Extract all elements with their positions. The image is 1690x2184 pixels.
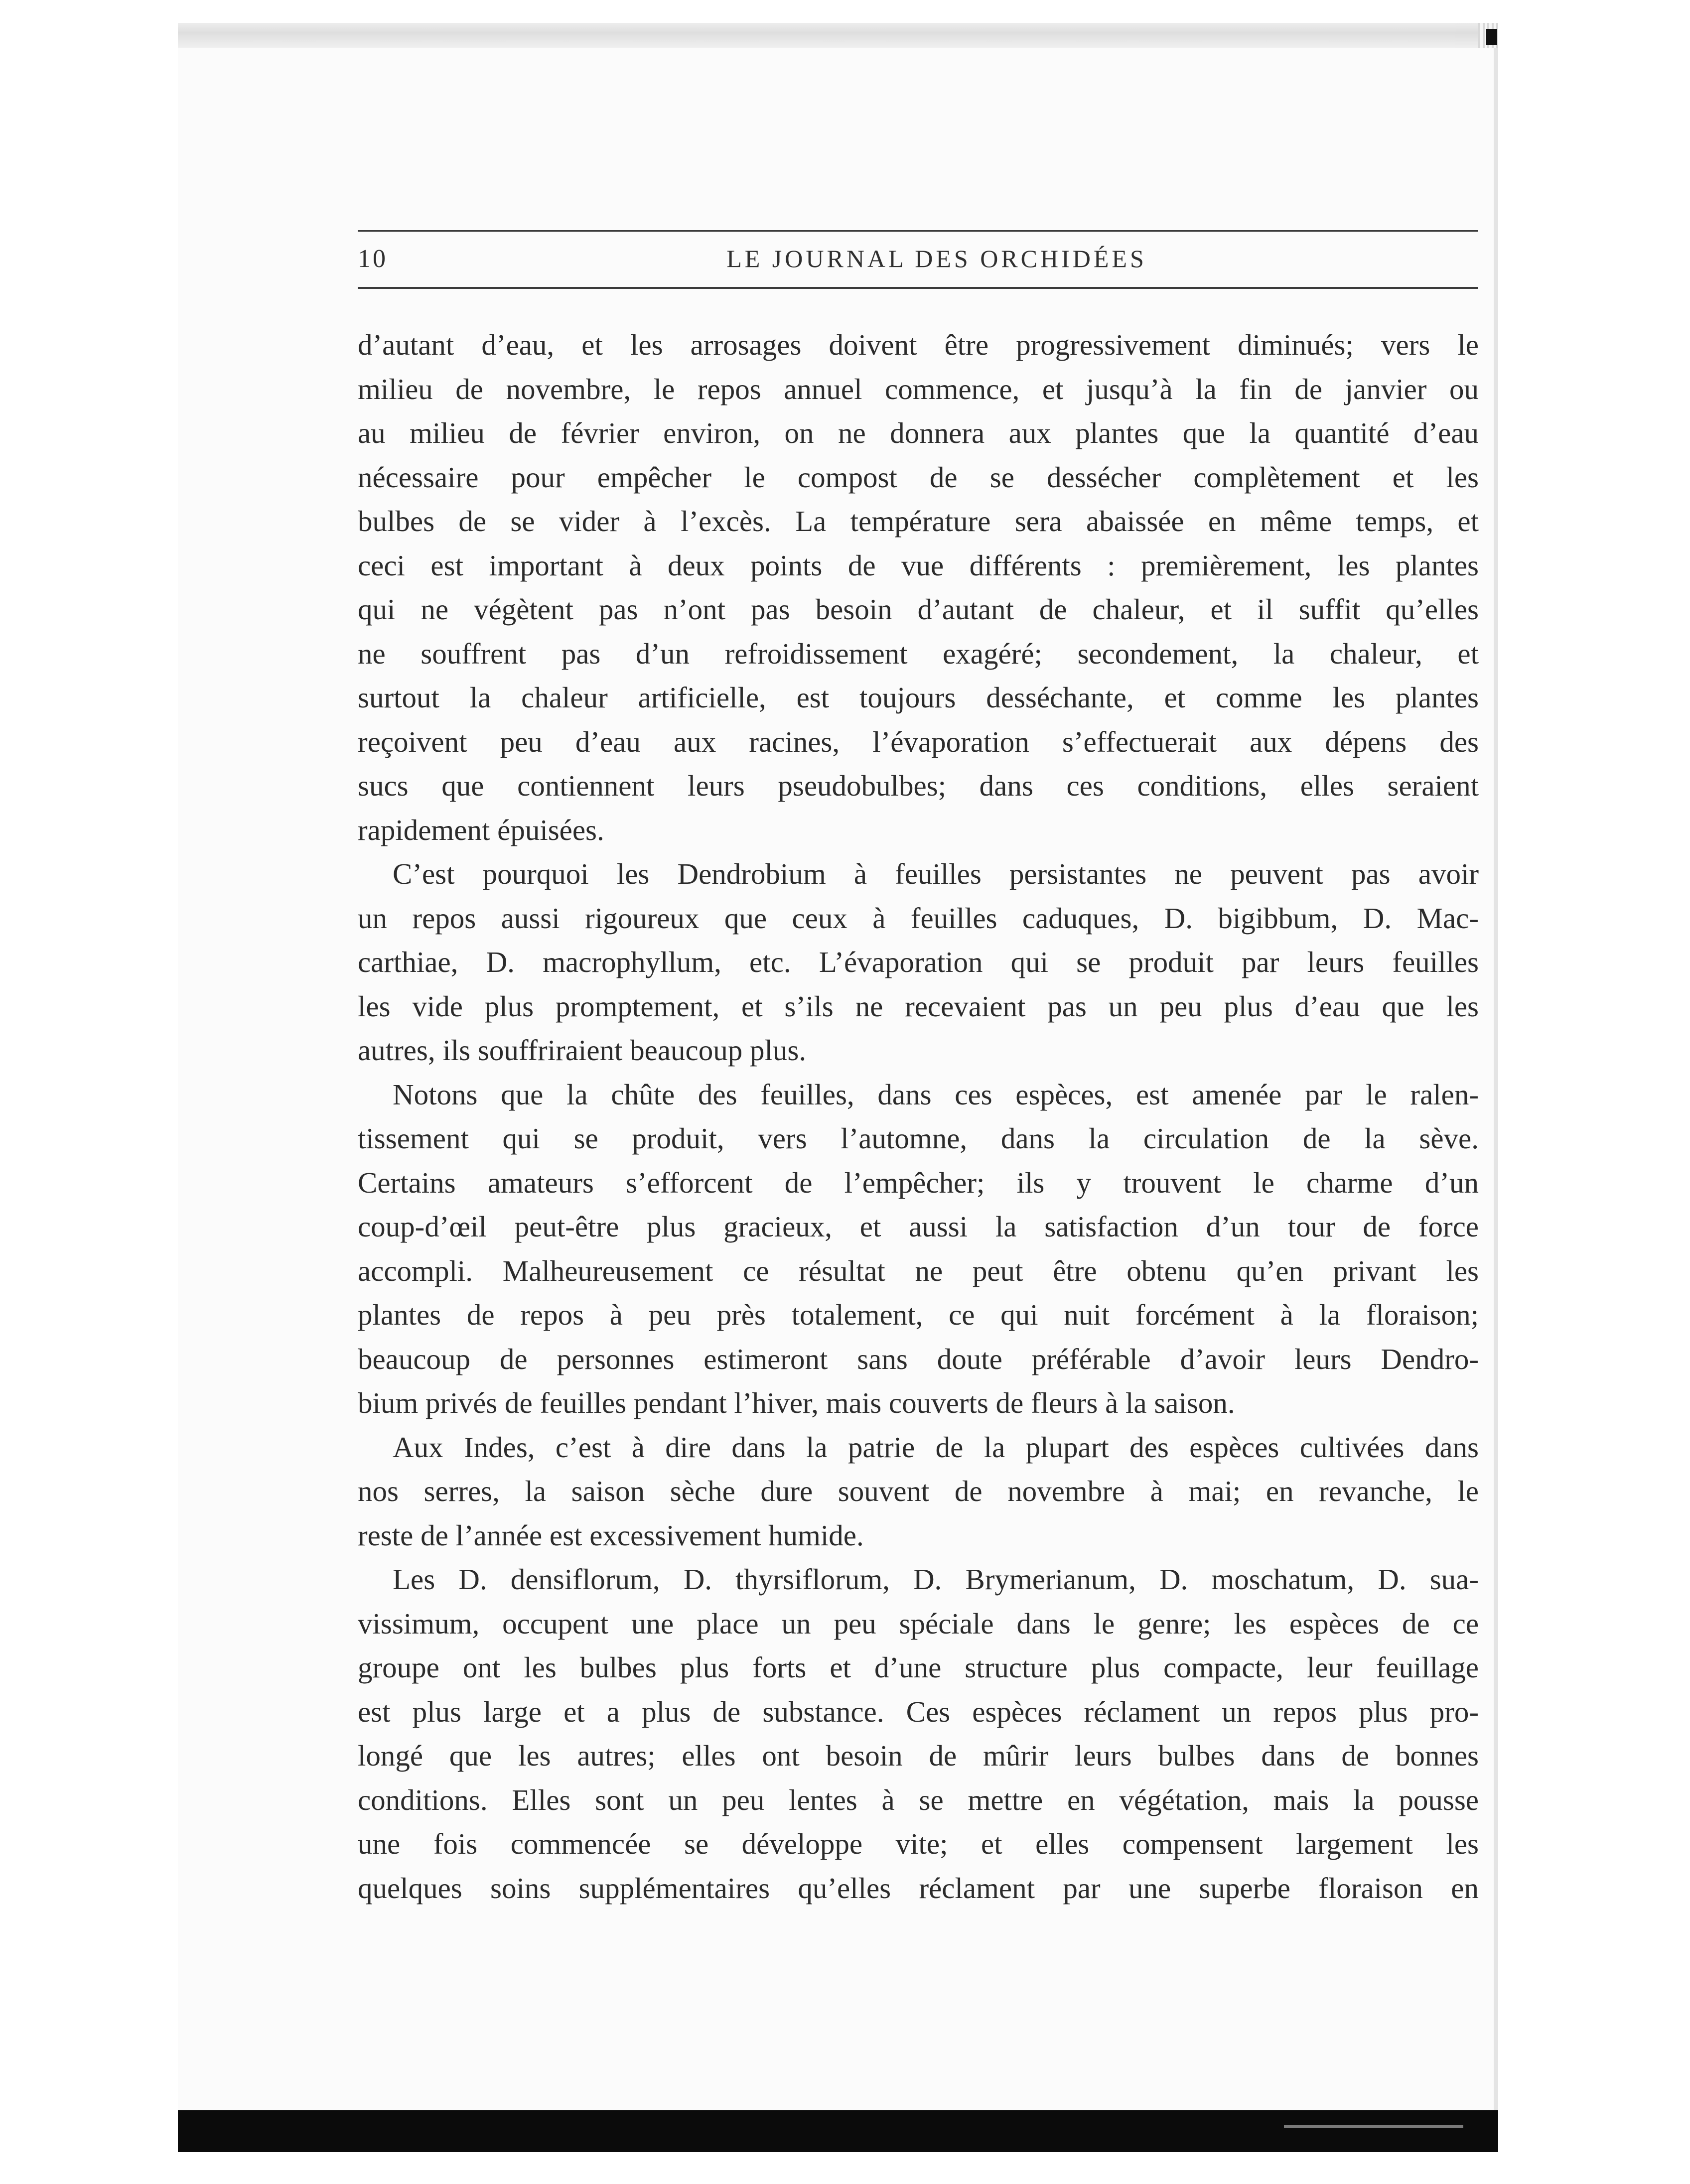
scan-bottom-band — [178, 2110, 1498, 2152]
text-line: groupe ont les bulbes plus forts et d’une structure plus compacte, leur feuillage — [358, 1651, 1479, 1684]
text-line: surtout la chaleur artificielle, est toujours desséchante, et comme les plantes — [358, 681, 1479, 714]
running-title: LE JOURNAL DES ORCHIDÉES — [726, 245, 1147, 273]
text-line: ceci est important à deux points de vue différents : premièrement, les plantes — [358, 548, 1479, 582]
text-line: bium privés de feuilles pendant l’hiver, mais couverts de fleurs à la saison. — [358, 1386, 1235, 1419]
text-line: d’autant d’eau, et les arrosages doivent être progressivement diminués; vers le — [358, 328, 1479, 361]
text-line: vissimum, occupent une place un peu spéciale dans le genre; les espèces de ce — [358, 1607, 1479, 1640]
text-line: tissement qui se produit, vers l’automne, dans la circulation de la sève. — [358, 1122, 1479, 1155]
text-line: coup-d’œil peut-être plus gracieux, et aussi la satisfaction d’un tour de force — [358, 1210, 1479, 1243]
text-line: autres, ils souffriraient beaucoup plus. — [358, 1034, 807, 1067]
text-line: qui ne végètent pas n’ont pas besoin d’autant de chaleur, et il suffit qu’elles — [358, 593, 1479, 626]
text-line: les vide plus promptement, et s’ils ne recevaient pas un peu plus d’eau que les — [358, 989, 1479, 1023]
text-line: Aux Indes, c’est à dire dans la patrie de la plupart des espèces cultivées dans — [393, 1430, 1479, 1464]
text-line: longé que les autres; elles ont besoin de mûrir leurs bulbes dans de bonnes — [358, 1739, 1479, 1772]
text-line: bulbes de se vider à l’excès. La température sera abaissée en même temps, et — [358, 505, 1479, 538]
text-line: milieu de novembre, le repos annuel commence, et jusqu’à la fin de janvier ou — [358, 372, 1479, 406]
text-line: une fois commencée se développe vite; et elles compensent largement les — [358, 1827, 1479, 1860]
text-line: Les D. densiflorum, D. thyrsiflorum, D. Brymerianum, D. moschatum, D. sua- — [393, 1563, 1479, 1596]
text-line: quelques soins supplémentaires qu’elles réclament par une superbe floraison en — [358, 1871, 1479, 1905]
text-line: reste de l’année est excessivement humide. — [358, 1518, 864, 1552]
text-line: est plus large et a plus de substance. Ces espèces réclament un repos plus pro- — [358, 1695, 1479, 1728]
text-line: sucs que contiennent leurs pseudobulbes; dans ces conditions, elles seraient — [358, 769, 1479, 802]
text-line: reçoivent peu d’eau aux racines, l’évaporation s’effectuerait aux dépens des — [358, 725, 1479, 758]
page-number: 10 — [358, 245, 388, 273]
text-line: beaucoup de personnes estimeront sans doute préférable d’avoir leurs Dendro- — [358, 1342, 1479, 1375]
scan-corner-mark — [1486, 29, 1497, 45]
text-line: conditions. Elles sont un peu lentes à se mettre en végétation, mais la pousse — [358, 1783, 1479, 1816]
scan-top-band — [178, 23, 1498, 48]
text-line: Certains amateurs s’efforcent de l’empêcher; ils y trouvent le charme d’un — [358, 1166, 1479, 1199]
header-rule-top — [358, 230, 1478, 232]
header-rule-bottom — [358, 287, 1478, 289]
text-line: rapidement épuisées. — [358, 813, 604, 846]
text-line: nécessaire pour empêcher le compost de se dessécher complètement et les — [358, 460, 1479, 494]
text-line: carthiae, D. macrophyllum, etc. L’évaporation qui se produit par leurs feuilles — [358, 946, 1479, 978]
text-line: ne souffrent pas d’un refroidissement exagéré; secondement, la chaleur, et — [358, 637, 1479, 670]
body-text — [358, 323, 1479, 1910]
text-line: un repos aussi rigoureux que ceux à feuilles caduques, D. bigibbum, D. Mac- — [358, 901, 1479, 935]
text-line: au milieu de février environ, on ne donnera aux plantes que la quantité d’eau — [358, 416, 1479, 449]
text-line: accompli. Malheureusement ce résultat ne peut être obtenu qu’en privant les — [358, 1254, 1479, 1287]
text-line: plantes de repos à peu près totalement, ce qui nuit forcément à la floraison; — [358, 1298, 1479, 1331]
page-edge-shadow — [1494, 48, 1498, 2110]
text-line: C’est pourquoi les Dendrobium à feuilles persistantes ne peuvent pas avoir — [393, 857, 1479, 890]
text-line: Notons que la chûte des feuilles, dans ces espèces, est amenée par le ralen- — [393, 1078, 1479, 1111]
text-line: nos serres, la saison sèche dure souvent de novembre à mai; en revanche, le — [358, 1475, 1479, 1507]
